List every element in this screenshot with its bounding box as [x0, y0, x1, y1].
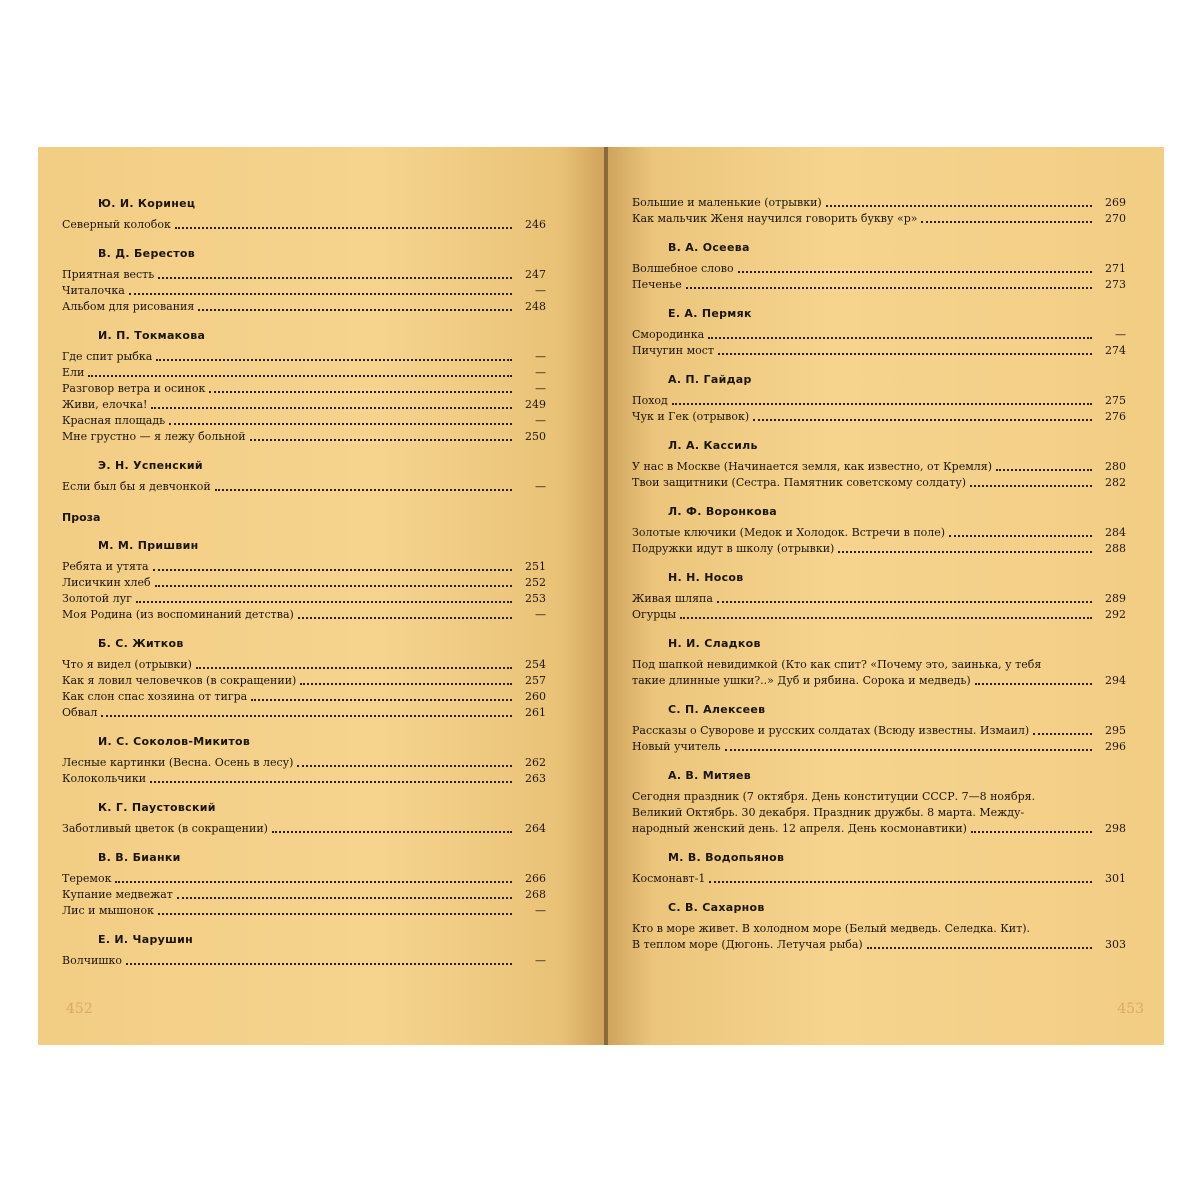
entry-title: Как слон спас хозяина от тигра: [62, 690, 248, 703]
entry-title: Как я ловил человечков (в сокращении): [62, 674, 297, 687]
toc-entry: [632, 789, 1126, 837]
toc-entry: [632, 409, 1126, 425]
entry-title: Живи, елочка!: [62, 398, 148, 411]
entry-title: Смородинка: [632, 328, 705, 341]
entry-title-line: Сегодня праздник (7 октября. День конституции СССР. 7—8 ноября.: [632, 790, 1036, 803]
author-heading: Н. Н. Носов: [668, 571, 744, 584]
toc-entry: [62, 705, 546, 721]
dot-leader: [738, 271, 1092, 273]
entry-page: 268: [525, 888, 546, 901]
entry-page: 288: [1105, 542, 1126, 555]
entry-title: Ребята и утята: [62, 560, 149, 573]
entry-page: 296: [1105, 740, 1126, 753]
entry-page: 269: [1105, 196, 1126, 209]
toc-entry: [62, 413, 546, 429]
entry-title: Лис и мышонок: [62, 904, 154, 917]
right-page: [608, 147, 1164, 1045]
entry-page: 248: [525, 300, 546, 313]
entry-page: —: [535, 366, 546, 379]
entry-page: 266: [525, 872, 546, 885]
author-heading: А. В. Митяев: [668, 769, 752, 782]
entry-page: 292: [1105, 608, 1126, 621]
author-heading: К. Г. Паустовский: [98, 801, 216, 814]
toc-entry: [632, 475, 1126, 491]
entry-page: 289: [1105, 592, 1126, 605]
entry-title: Разговор ветра и осинок: [62, 382, 206, 395]
entry-line: [632, 673, 1126, 689]
author-heading: А. П. Гайдар: [668, 373, 752, 386]
author-heading: Е. А. Пермяк: [668, 307, 752, 320]
entry-page: —: [535, 350, 546, 363]
dot-leader: [251, 699, 512, 701]
toc-entry: [62, 903, 546, 919]
entry-page: 260: [525, 690, 546, 703]
entry-line: [632, 821, 1126, 837]
toc-entry: [62, 299, 546, 315]
author-heading: М. В. Водопьянов: [668, 851, 785, 864]
dot-leader: [158, 277, 512, 279]
dot-leader: [129, 293, 512, 295]
author-heading: С. В. Сахарнов: [668, 901, 765, 914]
entry-page: 254: [525, 658, 546, 671]
entry-line: [632, 937, 1126, 953]
dot-leader: [151, 407, 512, 409]
entry-page: —: [535, 904, 546, 917]
entry-title: Печенье: [632, 278, 682, 291]
entry-title-line: Великий Октябрь. 30 декабря. Праздник дружбы. 8 марта. Между-: [632, 806, 1025, 819]
entry-line: [632, 657, 1126, 673]
entry-title: Купание медвежат: [62, 888, 173, 901]
entry-page: —: [535, 284, 546, 297]
dot-leader: [297, 765, 512, 767]
toc-entry: [632, 657, 1126, 689]
entry-page: —: [535, 480, 546, 493]
author-heading: С. П. Алексеев: [668, 703, 766, 716]
toc-entry: [632, 195, 1126, 211]
dot-leader: [198, 309, 512, 311]
toc-entry: [62, 821, 546, 837]
author-heading: В. В. Бианки: [98, 851, 181, 864]
entry-title-line: Под шапкой невидимкой (Кто как спит? «Почему это, заинька, у тебя: [632, 658, 1042, 671]
toc-entry: [62, 397, 546, 413]
toc-entry: [62, 771, 546, 787]
entry-title: Космонавт-1: [632, 872, 706, 885]
left-page-number: 452: [66, 1001, 93, 1017]
entry-title: Волчишко: [62, 954, 123, 967]
dot-leader: [136, 601, 512, 603]
entry-page: 249: [525, 398, 546, 411]
toc-entry: [62, 365, 546, 381]
toc-entry: [632, 723, 1126, 739]
right-toc: [632, 195, 1126, 953]
entry-page: 294: [1105, 674, 1126, 687]
entry-page: 246: [525, 218, 546, 231]
entry-title: Обвал: [62, 706, 98, 719]
entry-title: Большие и маленькие (отрывки): [632, 196, 822, 209]
dot-leader: [949, 535, 1092, 537]
entry-line: [632, 921, 1126, 937]
entry-title: Лесные картинки (Весна. Осень в лесу): [62, 756, 294, 769]
entry-title: Читалочка: [62, 284, 125, 297]
entry-title-line: такие длинные ушки?..» Дуб и рябина. Сорока и медведь): [632, 674, 971, 687]
toc-entry: [62, 559, 546, 575]
dot-leader: [970, 485, 1092, 487]
right-page-number: 453: [1117, 1001, 1144, 1017]
entry-title: Волшебное слово: [632, 262, 734, 275]
toc-entry: [62, 267, 546, 283]
author-heading: И. С. Соколов-Микитов: [98, 735, 251, 748]
toc-entry: [632, 739, 1126, 755]
dot-leader: [867, 947, 1092, 949]
entry-page: 252: [525, 576, 546, 589]
entry-page: 263: [525, 772, 546, 785]
entry-title: Приятная весть: [62, 268, 155, 281]
toc-entry: [632, 327, 1126, 343]
entry-page: 261: [525, 706, 546, 719]
entry-title: Золотой луг: [62, 592, 132, 605]
dot-leader: [150, 781, 512, 783]
dot-leader: [250, 439, 512, 441]
entry-title: Где спит рыбка: [62, 350, 153, 363]
author-heading: И. П. Токмакова: [98, 329, 206, 342]
entry-title: Поход: [632, 394, 668, 407]
toc-entry: [62, 755, 546, 771]
entry-line: [632, 789, 1126, 805]
entry-title: Красная площадь: [62, 414, 166, 427]
entry-title: Твои защитники (Сестра. Памятник советскому солдату): [632, 476, 967, 489]
entry-title-line: Кто в море живет. В холодном море (Белый медведь. Селедка. Кит).: [632, 922, 1030, 935]
entry-page: 276: [1105, 410, 1126, 423]
section-heading: Проза: [62, 511, 101, 524]
entry-page: 257: [525, 674, 546, 687]
entry-page: 251: [525, 560, 546, 573]
dot-leader: [169, 423, 512, 425]
entry-title: Золотые ключики (Медок и Холодок. Встречи в поле): [632, 526, 946, 539]
entry-title: Рассказы о Суворове и русских солдатах (Всюду известны. Измаил): [632, 724, 1030, 737]
toc-entry: [62, 381, 546, 397]
entry-page: 253: [525, 592, 546, 605]
toc-entry: [62, 871, 546, 887]
dot-leader: [996, 469, 1092, 471]
toc-entry: [62, 349, 546, 365]
entry-page: 262: [525, 756, 546, 769]
author-heading: Н. И. Сладков: [668, 637, 761, 650]
entry-page: 273: [1105, 278, 1126, 291]
dot-leader: [717, 601, 1092, 603]
entry-title: Пичугин мост: [632, 344, 715, 357]
dot-leader: [708, 337, 1092, 339]
author-heading: В. А. Осеева: [668, 241, 750, 254]
left-page: [38, 147, 604, 1045]
entry-page: 271: [1105, 262, 1126, 275]
dot-leader: [672, 403, 1092, 405]
entry-title: Ели: [62, 366, 85, 379]
toc-entry: [632, 343, 1126, 359]
dot-leader: [126, 963, 512, 965]
toc-entry: [62, 689, 546, 705]
entry-page: 264: [525, 822, 546, 835]
dot-leader: [921, 221, 1092, 223]
entry-title-line: народный женский день. 12 апреля. День космонавтики): [632, 822, 967, 835]
toc-entry: [62, 673, 546, 689]
entry-page: —: [535, 414, 546, 427]
entry-title-line: В теплом море (Дюгонь. Летучая рыба): [632, 938, 863, 951]
entry-page: 274: [1105, 344, 1126, 357]
entry-title: Подружки идут в школу (отрывки): [632, 542, 835, 555]
author-heading: В. Д. Берестов: [98, 247, 195, 260]
toc-entry: [62, 887, 546, 903]
entry-title: Теремок: [62, 872, 112, 885]
entry-title: Как мальчик Женя научился говорить букву «р»: [632, 212, 918, 225]
toc-entry: [62, 607, 546, 623]
dot-leader: [680, 617, 1092, 619]
dot-leader: [971, 831, 1092, 833]
author-heading: Б. С. Житков: [98, 637, 184, 650]
entry-page: 282: [1105, 476, 1126, 489]
entry-page: 247: [525, 268, 546, 281]
dot-leader: [155, 585, 512, 587]
entry-title: Если был бы я девчонкой: [62, 480, 211, 493]
entry-title: Чук и Гек (отрывок): [632, 410, 750, 423]
dot-leader: [826, 205, 1092, 207]
toc-entry: [632, 211, 1126, 227]
dot-leader: [101, 715, 512, 717]
entry-page: 275: [1105, 394, 1126, 407]
dot-leader: [153, 569, 512, 571]
book-spread: [38, 147, 1164, 1045]
toc-entry: [632, 921, 1126, 953]
author-heading: Е. И. Чарушин: [98, 933, 193, 946]
entry-page: —: [1115, 328, 1126, 341]
entry-page: 301: [1105, 872, 1126, 885]
dot-leader: [300, 683, 512, 685]
entry-page: 280: [1105, 460, 1126, 473]
left-toc: [62, 195, 546, 969]
toc-entry: [62, 657, 546, 673]
dot-leader: [115, 881, 512, 883]
entry-line: [632, 805, 1126, 821]
entry-title: У нас в Москве (Начинается земля, как известно, от Кремля): [632, 460, 992, 473]
toc-entry: [632, 541, 1126, 557]
dot-leader: [975, 683, 1092, 685]
toc-entry: [62, 429, 546, 445]
entry-title: Заботливый цветок (в сокращении): [62, 822, 268, 835]
dot-leader: [196, 667, 512, 669]
entry-title: Моя Родина (из воспоминаний детства): [62, 608, 294, 621]
dot-leader: [1033, 733, 1092, 735]
dot-leader: [838, 551, 1092, 553]
dot-leader: [177, 897, 512, 899]
dot-leader: [272, 831, 512, 833]
toc-entry: [62, 591, 546, 607]
dot-leader: [209, 391, 512, 393]
entry-page: —: [535, 382, 546, 395]
toc-entry: [632, 525, 1126, 541]
dot-leader: [156, 359, 512, 361]
author-heading: Л. А. Кассиль: [668, 439, 758, 452]
author-heading: Ю. И. Коринец: [98, 197, 196, 210]
entry-title: Новый учитель: [632, 740, 721, 753]
author-heading: Э. Н. Успенский: [98, 459, 203, 472]
author-heading: М. М. Пришвин: [98, 539, 199, 552]
toc-entry: [62, 217, 546, 233]
toc-entry: [62, 575, 546, 591]
dot-leader: [725, 749, 1092, 751]
dot-leader: [753, 419, 1092, 421]
entry-title: Колокольчики: [62, 772, 147, 785]
dot-leader: [175, 227, 512, 229]
dot-leader: [88, 375, 512, 377]
entry-title: Мне грустно — я лежу больной: [62, 430, 246, 443]
toc-entry: [632, 277, 1126, 293]
toc-entry: [632, 607, 1126, 623]
dot-leader: [298, 617, 512, 619]
toc-entry: [632, 591, 1126, 607]
entry-page: 303: [1105, 938, 1126, 951]
toc-entry: [632, 871, 1126, 887]
toc-entry: [632, 261, 1126, 277]
entry-page: —: [535, 954, 546, 967]
entry-page: —: [535, 608, 546, 621]
toc-entry: [62, 953, 546, 969]
entry-page: 270: [1105, 212, 1126, 225]
dot-leader: [215, 489, 512, 491]
toc-entry: [632, 459, 1126, 475]
author-heading: Л. Ф. Воронкова: [668, 505, 777, 518]
entry-title: Северный колобок: [62, 218, 171, 231]
entry-page: 284: [1105, 526, 1126, 539]
dot-leader: [158, 913, 512, 915]
dot-leader: [709, 881, 1092, 883]
entry-page: 295: [1105, 724, 1126, 737]
dot-leader: [718, 353, 1092, 355]
dot-leader: [686, 287, 1092, 289]
entry-page: 298: [1105, 822, 1126, 835]
entry-title: Лисичкин хлеб: [62, 576, 151, 589]
entry-title: Что я видел (отрывки): [62, 658, 192, 671]
entry-title: Живая шляпа: [632, 592, 713, 605]
entry-page: 250: [525, 430, 546, 443]
toc-entry: [632, 393, 1126, 409]
toc-entry: [62, 479, 546, 495]
toc-entry: [62, 283, 546, 299]
entry-title: Огурцы: [632, 608, 677, 621]
entry-title: Альбом для рисования: [62, 300, 195, 313]
